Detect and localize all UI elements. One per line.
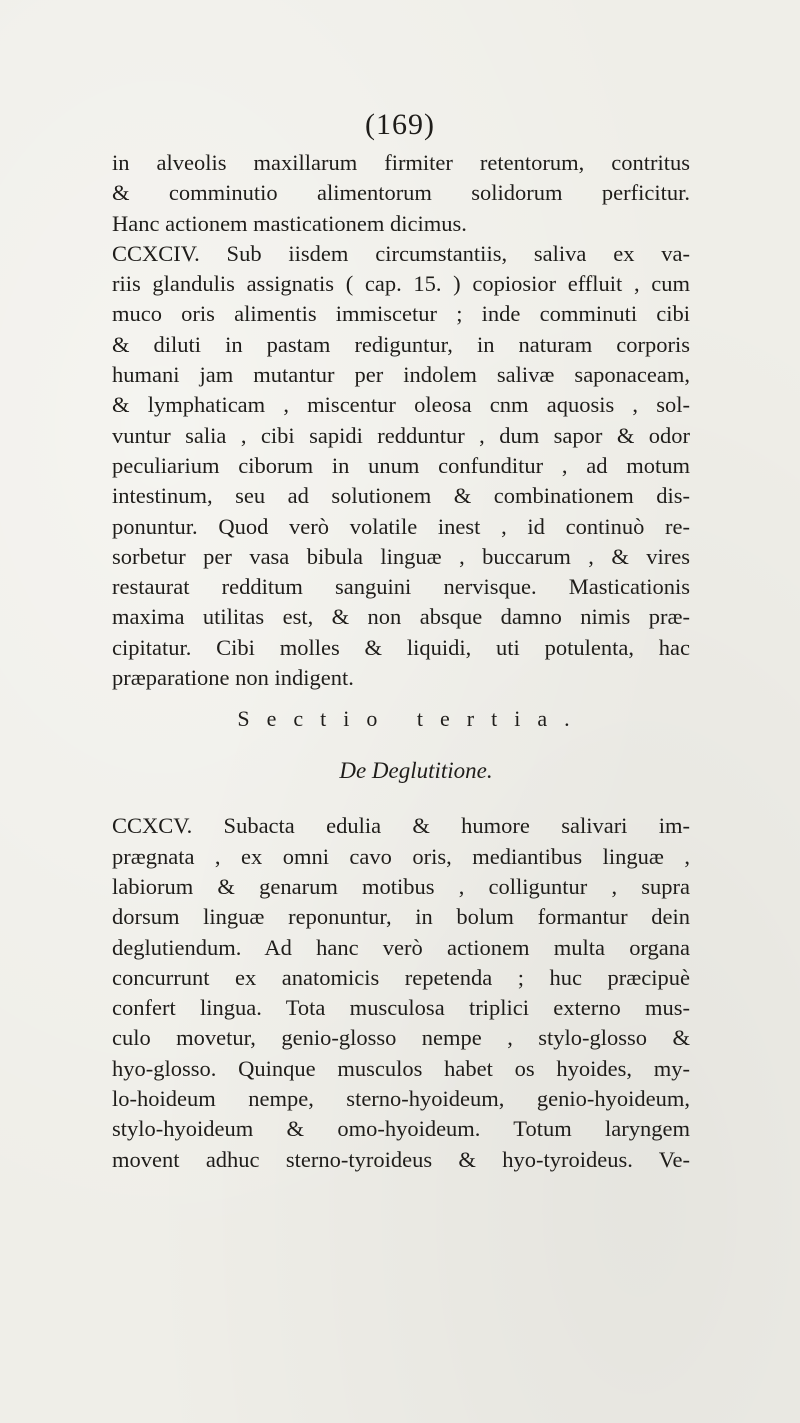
- text-line: ponuntur. Quod verò volatile inest , id continuò re-: [112, 513, 690, 539]
- text-line: & diluti in pastam rediguntur, in naturam corporis: [112, 331, 690, 357]
- text-line: deglutiendum. Ad hanc verò actionem multa organa: [112, 934, 690, 960]
- text-line: movent adhuc sterno-tyroideus & hyo-tyroideus. Ve-: [112, 1146, 690, 1172]
- text-line: peculiarium ciborum in unum confunditur , ad motum: [112, 452, 690, 478]
- text-line: in alveolis maxillarum firmiter retentorum, contritus: [112, 150, 690, 175]
- text-line: intestinum, seu ad solutionem & combinationem dis-: [112, 483, 690, 509]
- text-line: Hanc actionem masticationem dicimus.: [112, 210, 467, 236]
- text-line: hyo-glosso. Quinque musculos habet os hyoides, my-: [112, 1055, 690, 1081]
- text-line: prægnata , ex omni cavo oris, mediantibus linguæ ,: [112, 843, 690, 869]
- text-line: humani jam mutantur per indolem salivæ saponaceam,: [112, 362, 690, 388]
- text-line: lo-hoideum nempe, sterno-hyoideum, genio-hyoideum,: [112, 1086, 690, 1112]
- page-number: (169): [365, 108, 435, 141]
- text-line: restaurat redditum sanguini nervisque. Masticationis: [112, 574, 690, 600]
- text-line: dorsum linguæ reponuntur, in bolum formantur dein: [112, 904, 690, 930]
- text-line: stylo-hyoideum & omo-hyoideum. Totum laryngem: [112, 1116, 690, 1142]
- text-line: sorbetur per vasa bibula linguæ , buccarum , & vires: [112, 543, 690, 569]
- text-line: muco oris alimentis immiscetur ; inde comminuti cibi: [112, 301, 690, 327]
- section-subheading: De Deglutitione.: [339, 758, 493, 784]
- section-heading: Sectio tertia.: [237, 706, 587, 732]
- text-line: culo movetur, genio-glosso nempe , stylo-glosso &: [112, 1025, 690, 1051]
- text-line: vuntur salia , cibi sapidi redduntur , dum sapor & odor: [112, 422, 690, 448]
- text-line: riis glandulis assignatis ( cap. 15. ) copiosior effluit , cum: [112, 271, 690, 297]
- paragraph-mastication-end: [112, 148, 690, 239]
- paragraph-ccxcv: [112, 811, 690, 1175]
- text-line: & comminutio alimentorum solidorum perficitur.: [112, 180, 690, 206]
- text-line: concurrunt ex anatomicis repetenda ; huc præcipuè: [112, 964, 690, 990]
- text-line: CCXCV. Subacta edulia & humore salivari im-: [112, 813, 690, 839]
- text-line: maxima utilitas est, & non absque damno nimis præ-: [112, 604, 690, 630]
- text-line: labiorum & genarum motibus , colliguntur , supra: [112, 873, 690, 899]
- text-line: CCXCIV. Sub iisdem circumstantiis, saliva ex va-: [112, 240, 690, 266]
- text-line: confert lingua. Tota musculosa triplici externo mus-: [112, 995, 690, 1021]
- text-line: & lymphaticam , miscentur oleosa cnm aquosis , sol-: [112, 392, 690, 418]
- page-body: [112, 148, 690, 1175]
- text-line: præparatione non indigent.: [112, 665, 354, 691]
- paragraph-ccxciv: [112, 239, 690, 693]
- text-line: cipitatur. Cibi molles & liquidi, uti potulenta, hac: [112, 634, 690, 660]
